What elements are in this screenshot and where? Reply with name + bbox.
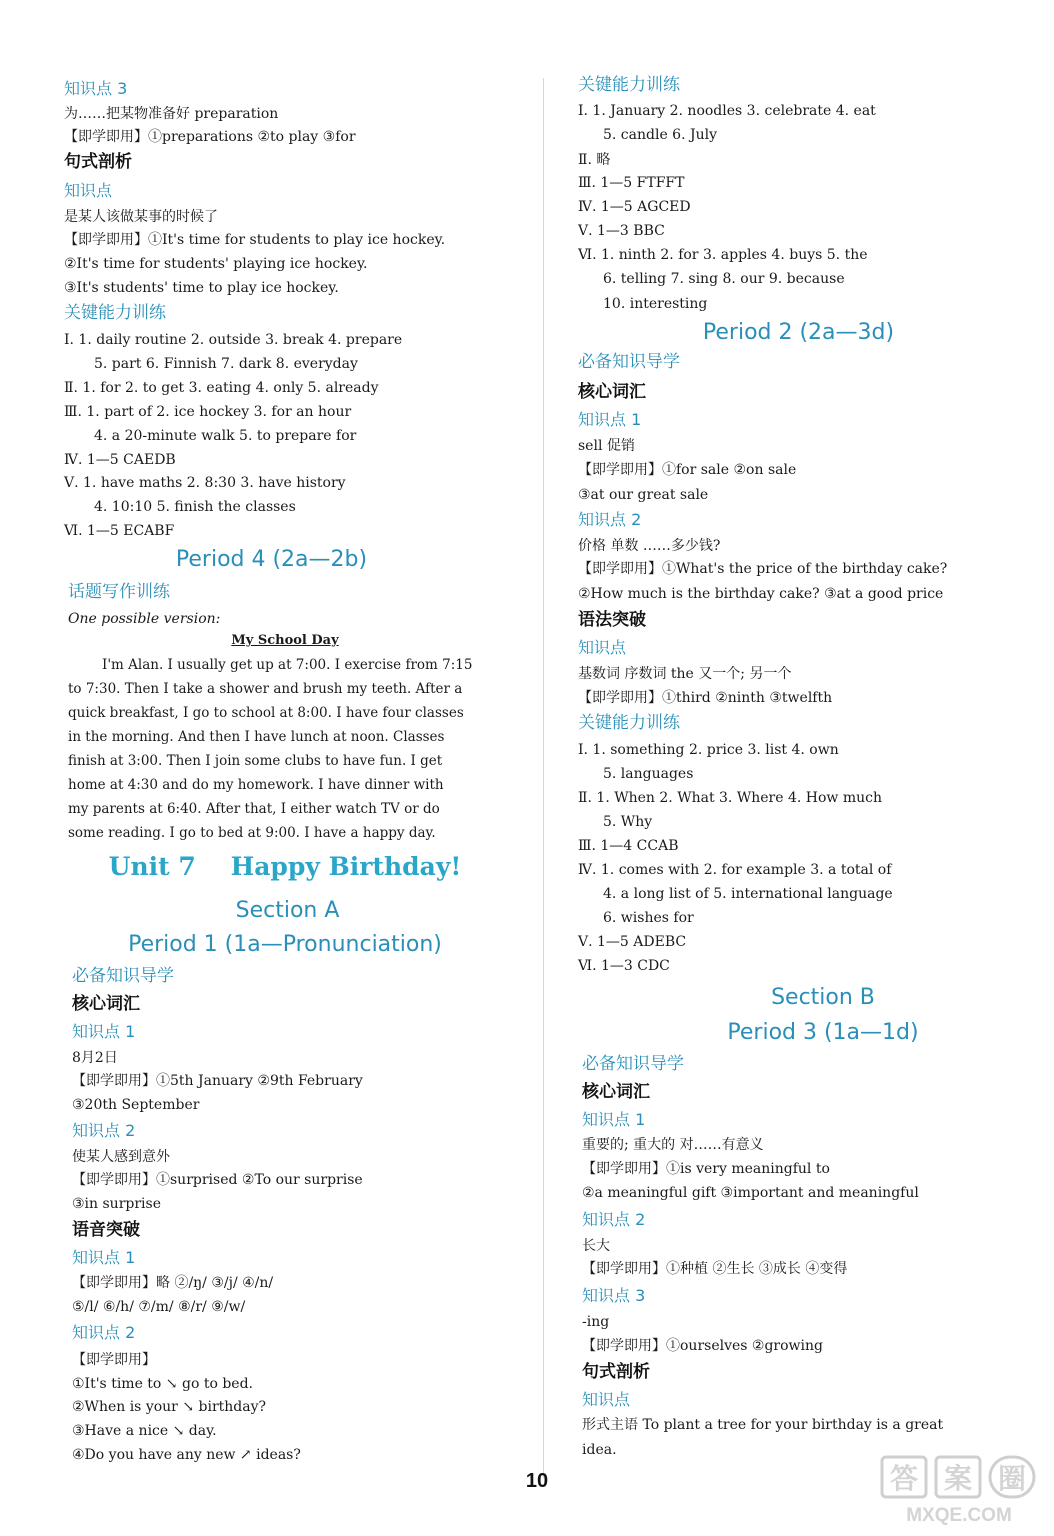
- text-line: -ing: [582, 1314, 610, 1330]
- knowledge-point-heading: 知识点: [578, 638, 627, 657]
- knowledge-point-heading: 知识点 1: [582, 1110, 646, 1129]
- essay-line: quick breakfast, I go to school at 8:00. I have four classes: [68, 705, 464, 721]
- answer-line: Ⅴ. 1. have maths 2. 8:30 3. have history: [64, 475, 346, 491]
- text-line: sell 促销: [578, 438, 635, 454]
- section-heading: 关键能力训练: [578, 75, 680, 95]
- section-title: Section B: [771, 985, 875, 1010]
- text-line: 基数词 序数词 the 又一个; 另一个: [578, 666, 792, 682]
- answer-line: 【即学即用】①It's time for students to play ice hockey.: [64, 232, 446, 248]
- answer-line: 4. 10:10 5. finish the classes: [94, 499, 296, 515]
- answer-line: Ⅵ. 1—3 CDC: [578, 958, 670, 974]
- answer-line: Ⅴ. 1—3 BBC: [578, 223, 665, 239]
- answer-line: Ⅵ. 1—5 ECABF: [64, 523, 175, 539]
- essay-title: My School Day: [231, 633, 339, 648]
- section-heading: 语法突破: [578, 610, 646, 630]
- section-heading: 语音突破: [72, 1220, 140, 1240]
- answer-line: ②How much is the birthday cake? ③at a good price: [578, 586, 944, 602]
- answer-line: ③It's students' time to play ice hockey.: [64, 280, 339, 296]
- answer-line: Ⅲ. 1—5 FTFFT: [578, 175, 685, 191]
- essay-line: to 7:30. Then I take a shower and brush my teeth. After a: [68, 681, 463, 697]
- essay-line: home at 4:30 and do my homework. I have dinner with: [68, 777, 444, 793]
- knowledge-point-heading: 知识点 2: [578, 510, 642, 529]
- svg-text:答: 答: [889, 1462, 919, 1495]
- answer-line: 10. interesting: [603, 296, 708, 312]
- answer-line: Ⅴ. 1—5 ADEBC: [578, 934, 687, 950]
- answer-line: Ⅱ. 略: [578, 152, 611, 168]
- answer-line: 5. languages: [603, 766, 694, 782]
- period-heading: Period 1 (1a—Pronunciation): [128, 932, 442, 957]
- answer-line: 5. Why: [603, 814, 653, 830]
- answer-line: 4. a 20-minute walk 5. to prepare for: [94, 428, 357, 444]
- answer-line: 【即学即用】①surprised ②To our surprise: [72, 1172, 363, 1188]
- text-line: 使某人感到意外: [72, 1149, 170, 1165]
- answer-line: 【即学即用】①5th January ②9th February: [72, 1073, 363, 1089]
- svg-text:圈: 圈: [997, 1462, 1027, 1495]
- answer-line: 4. a long list of 5. international language: [603, 886, 893, 902]
- section-heading: 必备知识导学: [578, 352, 680, 372]
- text-line: 长大: [582, 1238, 610, 1254]
- section-title: Section A: [235, 898, 340, 923]
- svg-text:MXQE.COM: MXQE.COM: [906, 1505, 1012, 1526]
- answer-line: ②When is your ↘ birthday?: [72, 1399, 266, 1415]
- answer-line: 【即学即用】: [72, 1352, 156, 1368]
- period-heading: Period 2 (2a—3d): [702, 320, 895, 345]
- knowledge-point-heading: 知识点 3: [582, 1286, 646, 1305]
- answer-line: ②a meaningful gift ③important and meaningful: [582, 1185, 919, 1201]
- answer-line: Ⅲ. 1—4 CCAB: [578, 838, 679, 854]
- section-heading: 核心词汇: [72, 994, 140, 1014]
- text-line: idea.: [582, 1442, 617, 1458]
- answer-line: 【即学即用】①preparations ②to play ③for: [64, 129, 356, 145]
- knowledge-point-heading: 知识点 2: [72, 1121, 136, 1140]
- knowledge-point-heading: 知识点 1: [72, 1022, 136, 1041]
- answer-line: ③Have a nice ↘ day.: [72, 1423, 217, 1439]
- answer-line: Ⅳ. 1—5 CAEDB: [64, 452, 176, 468]
- answer-line: 【即学即用】①ourselves ②growing: [582, 1338, 823, 1354]
- column-divider: [543, 78, 544, 1478]
- section-heading: 句式剖析: [64, 152, 132, 172]
- knowledge-point-heading: 知识点: [64, 181, 113, 200]
- section-heading: 关键能力训练: [64, 303, 166, 323]
- watermark-logo: [874, 1453, 1044, 1528]
- answer-line: Ⅲ. 1. part of 2. ice hockey 3. for an hour: [64, 404, 352, 420]
- period-heading: Period 4 (2a—2b): [175, 547, 368, 572]
- answer-line: 【即学即用】①种植 ②生长 ③成长 ④变得: [582, 1261, 848, 1277]
- essay-line: my parents at 6:40. After that, I either watch TV or do: [68, 801, 440, 817]
- text-line: 价格 单数 ……多少钱?: [578, 538, 721, 554]
- answer-line: Ⅰ. 1. January 2. noodles 3. celebrate 4. eat: [578, 103, 876, 119]
- unit-title: Unit 7 Happy Birthday!: [108, 852, 462, 881]
- answer-line: 【即学即用】①for sale ②on sale: [578, 462, 797, 478]
- knowledge-point-heading: 知识点 3: [64, 79, 128, 98]
- section-heading: 句式剖析: [582, 1362, 650, 1382]
- answer-line: ②It's time for students' playing ice hockey.: [64, 256, 368, 272]
- answer-line: Ⅰ. 1. something 2. price 3. list 4. own: [578, 742, 839, 758]
- answer-line: Ⅱ. 1. for 2. to get 3. eating 4. only 5. already: [64, 380, 379, 396]
- answer-line: Ⅳ. 1—5 AGCED: [578, 199, 691, 215]
- essay-line: in the morning. And then I have lunch at noon. Classes: [68, 729, 445, 745]
- essay-intro: One possible version:: [68, 611, 221, 627]
- answer-line: 6. wishes for: [603, 910, 694, 926]
- text-line: 为……把某物准备好 preparation: [64, 106, 279, 122]
- essay-line: some reading. I go to bed at 9:00. I have a happy day.: [68, 825, 436, 841]
- answer-line: 【即学即用】①is very meaningful to: [582, 1161, 830, 1177]
- answer-line: ⑤/l/ ⑥/h/ ⑦/m/ ⑧/r/ ⑨/w/: [72, 1299, 246, 1315]
- answer-line: Ⅵ. 1. ninth 2. for 3. apples 4. buys 5. the: [578, 247, 868, 263]
- text-line: 是某人该做某事的时候了: [64, 209, 218, 225]
- answer-line: 6. telling 7. sing 8. our 9. because: [603, 271, 845, 287]
- answer-line: Ⅱ. 1. When 2. What 3. Where 4. How much: [578, 790, 882, 806]
- knowledge-point-heading: 知识点 1: [72, 1248, 136, 1267]
- answer-line: ④Do you have any new ↗ ideas?: [72, 1447, 301, 1463]
- essay-line: finish at 3:00. Then I join some clubs to have fun. I get: [68, 753, 443, 769]
- section-heading: 核心词汇: [578, 382, 646, 402]
- answer-line: ①It's time to ↘ go to bed.: [72, 1376, 253, 1392]
- section-heading: 话题写作训练: [68, 582, 170, 602]
- knowledge-point-heading: 知识点 1: [578, 410, 642, 429]
- section-heading: 核心词汇: [582, 1082, 650, 1102]
- text-line: 重要的; 重大的 对……有意义: [582, 1137, 764, 1153]
- section-heading: 关键能力训练: [578, 713, 680, 733]
- svg-text:案: 案: [943, 1462, 973, 1495]
- knowledge-point-heading: 知识点: [582, 1390, 631, 1409]
- text-line: 形式主语 To plant a tree for your birthday is a great: [582, 1417, 944, 1433]
- answer-line: Ⅰ. 1. daily routine 2. outside 3. break 4. prepare: [64, 332, 403, 348]
- answer-line: 5. candle 6. July: [603, 127, 718, 143]
- answer-line: ③20th September: [72, 1097, 200, 1113]
- answer-line: ③at our great sale: [578, 487, 709, 503]
- essay-line: I'm Alan. I usually get up at 7:00. I exercise from 7:15: [102, 657, 473, 673]
- page-number: 10: [525, 1470, 549, 1492]
- knowledge-point-heading: 知识点 2: [582, 1210, 646, 1229]
- answer-line: 【即学即用】①third ②ninth ③twelfth: [578, 690, 833, 706]
- period-heading: Period 3 (1a—1d): [727, 1020, 919, 1045]
- answer-line: 5. part 6. Finnish 7. dark 8. everyday: [94, 356, 358, 372]
- section-heading: 必备知识导学: [72, 966, 174, 986]
- answer-line: Ⅳ. 1. comes with 2. for example 3. a total of: [578, 862, 892, 878]
- answer-line: 【即学即用】①What's the price of the birthday cake?: [578, 561, 948, 577]
- answer-line: ③in surprise: [72, 1196, 161, 1212]
- text-line: 8月2日: [72, 1050, 118, 1066]
- knowledge-point-heading: 知识点 2: [72, 1323, 136, 1342]
- section-heading: 必备知识导学: [582, 1054, 684, 1074]
- answer-line: 【即学即用】略 ②/ŋ/ ③/j/ ④/n/: [72, 1275, 274, 1291]
